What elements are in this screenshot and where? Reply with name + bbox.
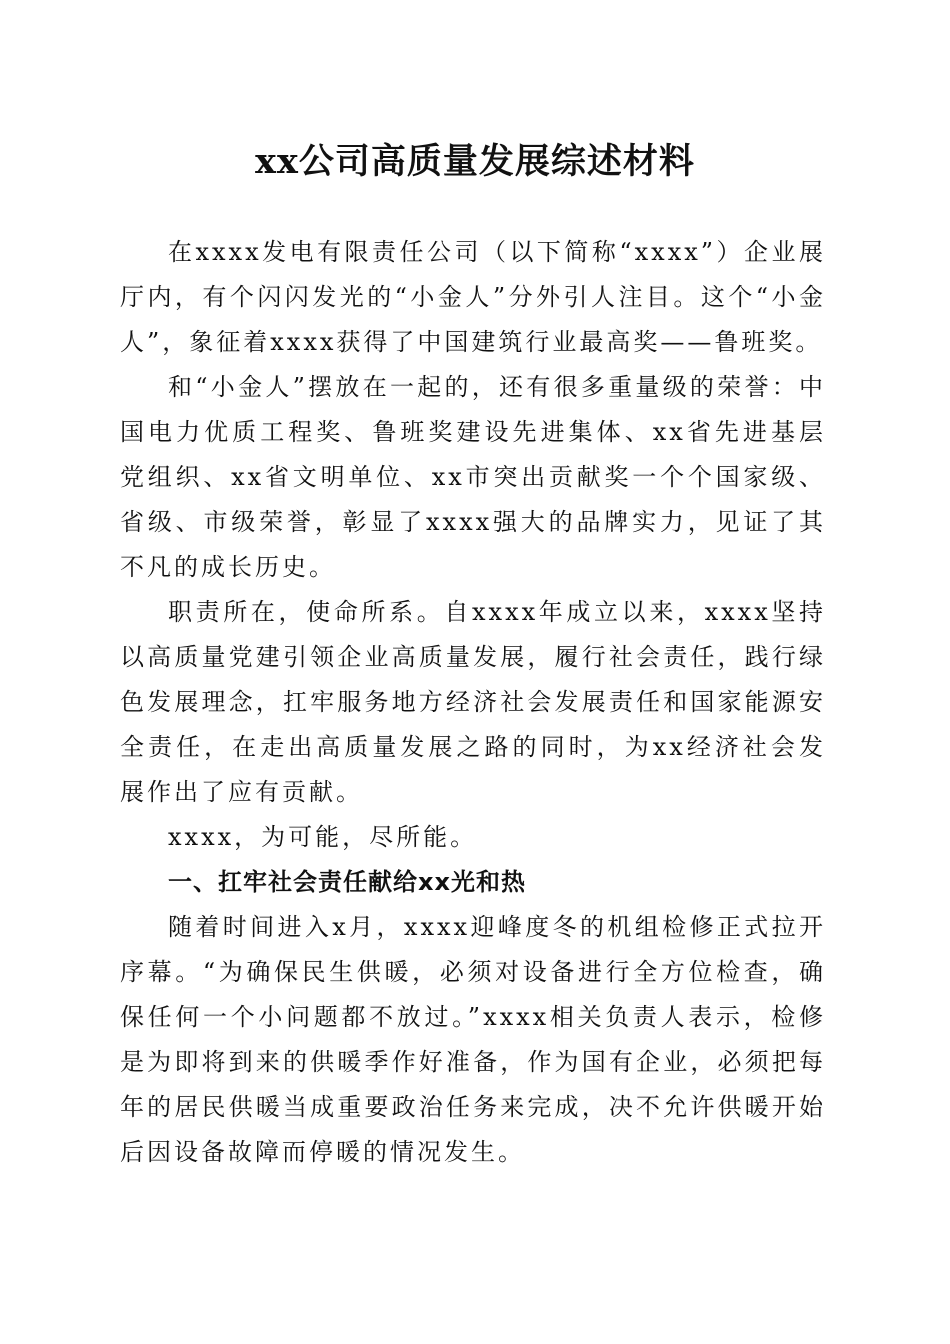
paragraph-mission: 职责所在，使命所系。自xxxx年成立以来，xxxx坚持以高质量党建引领企业高质量发展，履行社会责任，践行绿色发展理念，扛牢服务地方经济社会发展责任和国家能源安全责任，在走出高质量发展之路的同时，为xx经济社会发展作出了应有贡献。 xyxy=(120,598,826,806)
paragraph-section-1: 随着时间进入x月，xxxx迎峰度冬的机组检修正式拉开序幕。“为确保民生供暖，必须对设备进行全方位检查，确保任何一个小问题都不放过。”xxxx相关负责人表示，检修是为即将到来的供暖季作好准备，作为国有企业，必须把每年的居民供暖当成重要政治任务来完成，决不允许供暖开始后因设备故障而停暖的情况发生。 xyxy=(120,913,826,1166)
paragraph-slogan: xxxx，为可能，尽所能。 xyxy=(168,823,478,851)
paragraph-honors: 和“小金人”摆放在一起的，还有很多重量级的荣誉：中国电力优质工程奖、鲁班奖建设先进集体、xx省先进基层党组织、xx省文明单位、xx市突出贡献奖一个个国家级、省级、市级荣誉，彰显了xxxx强大的品牌实力，见证了其不凡的成长历史。 xyxy=(120,373,826,581)
paragraph-intro: 在xxxx发电有限责任公司（以下简称“xxxx”）企业展厅内，有个闪闪发光的“小金人”分外引人注目。这个“小金人”，象征着xxxx获得了中国建筑行业最高奖——鲁班奖。 xyxy=(120,238,826,356)
document-title: xx公司高质量发展综述材料 xyxy=(255,141,695,182)
document-body xyxy=(120,230,826,1175)
section-heading-1: 一、扛牢社会责任献给xx光和热 xyxy=(168,868,526,896)
